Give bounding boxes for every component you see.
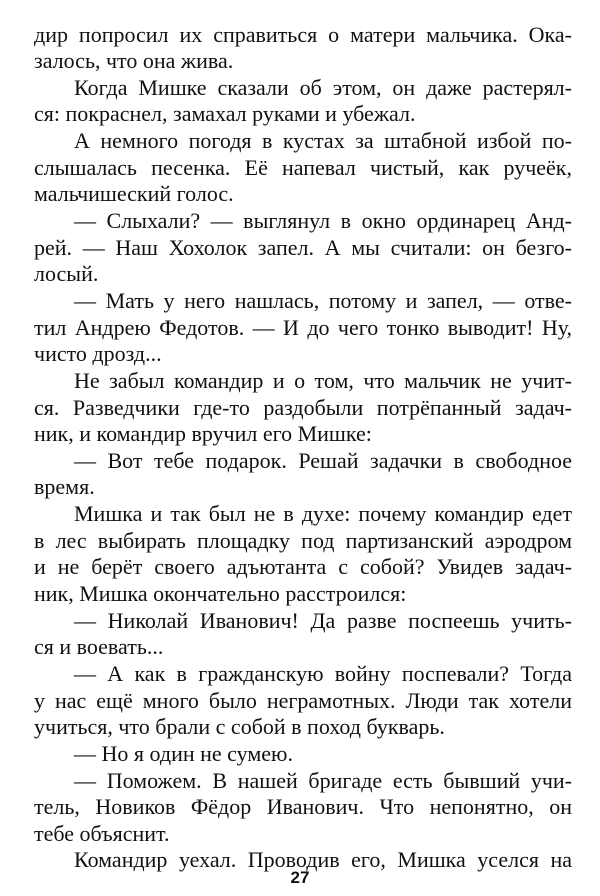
text-line: учиться, что брали с собой в поход букварь. — [34, 714, 445, 739]
text-line: ся: покраснел, замахал руками и убежал. — [34, 101, 416, 126]
text-line: Не забыл командир и о том, что мальчик не учит- — [74, 368, 572, 393]
text-line: — Но я один не сумею. — [74, 741, 293, 766]
text-line: ся и воевать... — [34, 634, 164, 659]
text-line: — Слыхали? — выглянул в окно ординарец Анд- — [74, 208, 572, 233]
text-line: А немного погодя в кустах за штабной избой по- — [74, 128, 572, 153]
text-line: у нас ещё много было неграмотных. Люди так хотели — [34, 688, 572, 713]
text-line: залось, что она жива. — [34, 48, 234, 73]
text-line: Когда Мишке сказали об этом, он даже растерял- — [74, 75, 572, 100]
text-line: Мишка и так был не в духе: почему командир едет — [74, 501, 572, 526]
text-line: — Николай Иванович! Да разве поспеешь учить- — [74, 608, 572, 633]
text-line: время. — [34, 474, 95, 499]
text-line: дир попросил их справиться о матери мальчика. Ока- — [34, 22, 572, 47]
text-line: — Мать у него нашлась, потому и запел, — отве- — [74, 288, 572, 313]
text-line: — А как в гражданскую войну поспевали? Тогда — [74, 661, 572, 686]
text-line: тил Андрею Федотов. — И до чего тонко выводит! Ну, — [34, 315, 572, 340]
text-line: тебе объяснит. — [34, 821, 170, 846]
page-number: 27 — [290, 868, 310, 887]
text-line: мальчишеский голос. — [34, 181, 234, 206]
text-line: в лес выбирать площадку под партизанский аэродром — [34, 528, 572, 553]
text-line: тель, Новиков Фёдор Иванович. Что непонятно, он — [34, 794, 572, 819]
text-line: и не берёт своего адъютанта с собой? Увидев задач- — [34, 554, 572, 579]
text-line: ник, и командир вручил его Мишке: — [34, 421, 372, 446]
text-line: слышалась песенка. Её напевал чистый, как ручеёк, — [34, 155, 572, 180]
text-line: ся. Разведчики где-то раздобыли потрёпанный задач- — [34, 395, 572, 420]
text-line: Командир уехал. Проводив его, Мишка уселся на — [74, 847, 572, 872]
text-line: — Вот тебе подарок. Решай задачки в свободное — [74, 448, 572, 473]
text-line: рей. — Наш Хохолок запел. А мы считали: он безго- — [34, 235, 572, 260]
text-line: чисто дрозд... — [34, 341, 162, 366]
text-line: ник, Мишка окончательно расстроился: — [34, 581, 407, 606]
text-line: — Поможем. В нашей бригаде есть бывший учи- — [74, 768, 572, 793]
text-line: лосый. — [34, 261, 99, 286]
